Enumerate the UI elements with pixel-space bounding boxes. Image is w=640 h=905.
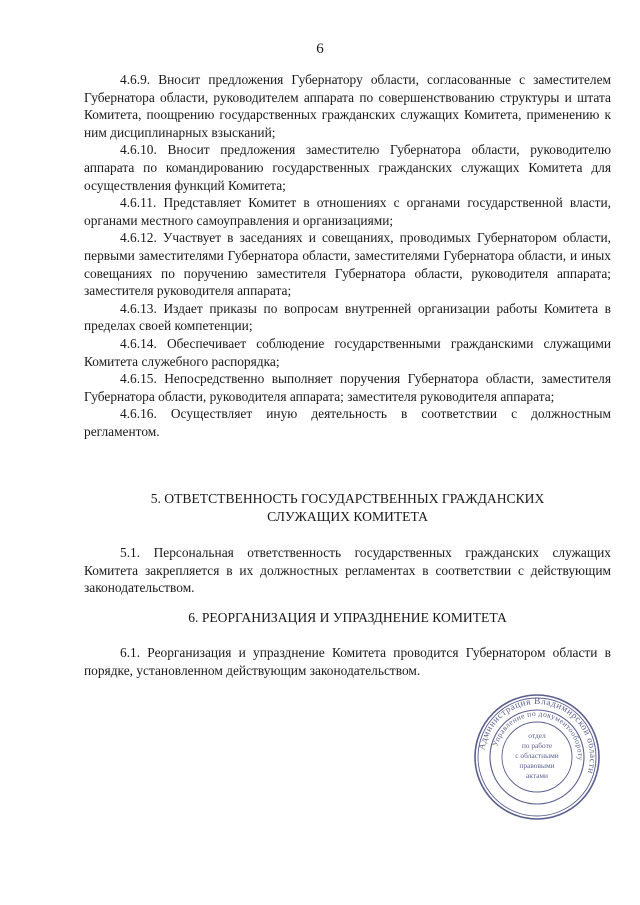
page-number: 6	[316, 41, 324, 57]
item-4-6-10: 4.6.10. Вносит предложения заместителю Губернатора области, руководителю аппарата по командированию государственных гражданских служащих Комитета для осуществления функций Комитета;	[84, 142, 611, 193]
item-4-6-15: 4.6.15. Непосредственно выполняет поручения Губернатора области, заместителя Губернатора области, руководителя аппарата; заместителя руководителя аппарата;	[84, 371, 611, 404]
section-5-heading	[84, 490, 611, 525]
item-4-6-16: 4.6.16. Осуществляет иную деятельность в соответствии с должностным регламентом.	[84, 406, 611, 439]
stamp-inner-ring-text: Управление по документообороту	[490, 708, 586, 762]
item-4-6-14: 4.6.14. Обеспечивает соблюдение государственными гражданскими служащими Комитета служебного распорядка;	[84, 335, 611, 369]
item-4-6-12: 4.6.12. Участвует в заседаниях и совещаниях, проводимых Губернатором области, первыми заместителями Губернатора области, заместителями Губернатора области, и иных совещаниях по поручению заместителя Губернатора области, руководителя аппарата; заместителя руководителя аппарата;	[84, 230, 611, 299]
stamp-center-line-1: отдел	[528, 731, 546, 740]
stamp-center-line-4: правовыми	[519, 761, 555, 770]
section-6-heading: 6. РЕОРГАНИЗАЦИЯ И УПРАЗДНЕНИЕ КОМИТЕТА	[188, 610, 507, 625]
section-4-items	[84, 71, 611, 440]
item-6-1: 6.1. Реорганизация и упразднение Комитета проводится Губернатором области в порядке, установленном действующим законодательством.	[84, 645, 611, 678]
stamp-center-line-3: с областными	[515, 751, 559, 760]
section-5-body	[84, 544, 611, 597]
section-5-heading-line2: СЛУЖАЩИХ КОМИТЕТА	[267, 508, 428, 524]
section-5-heading-line1: 5. ОТВЕТСТВЕННОСТЬ ГОСУДАРСТВЕННЫХ ГРАЖДАНСКИХ	[150, 491, 545, 506]
stamp-seal-icon	[472, 692, 602, 822]
item-4-6-13: 4.6.13. Издает приказы по вопросам внутренней организации работы Комитета в пределах своей компетенции;	[84, 300, 611, 334]
stamp-outer-ring-text: Администрация Владимирской области	[476, 695, 599, 776]
item-5-1: 5.1. Персональная ответственность государственных гражданских служащих Комитета закрепляется в их должностных регламентах в соответствии с действующим законодательством.	[84, 545, 611, 596]
official-stamp	[472, 692, 602, 822]
section-6-body	[84, 644, 611, 679]
stamp-center-line-5: актами	[525, 771, 549, 780]
item-4-6-9: 4.6.9. Вносит предложения Губернатору области, согласованные с заместителем Губернатора области, руководителем аппарата по совершенствованию структуры и штата Комитета, поощрению государственных гражданских служащих Комитета, применению к ним дисциплинарных взысканий;	[84, 72, 611, 140]
item-4-6-11: 4.6.11. Представляет Комитет в отношениях с органами государственной власти, органами местного самоуправления и организациями;	[84, 195, 611, 228]
stamp-center-line-2: по работе	[521, 741, 553, 750]
